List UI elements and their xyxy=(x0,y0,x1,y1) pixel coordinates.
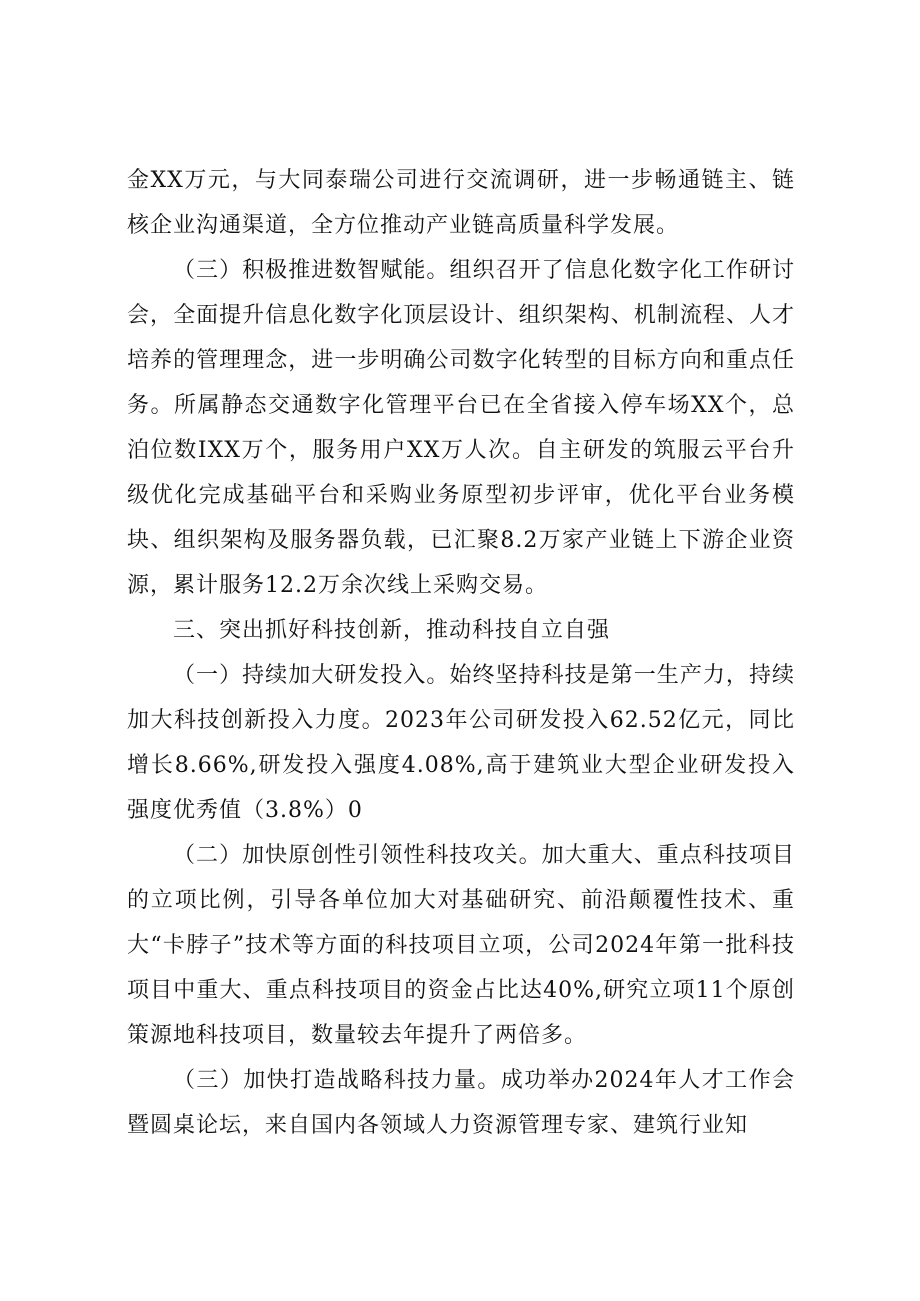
paragraph-rd-investment: （一）持续加大研发投入。始终坚持科技是第一生产力，持续加大科技创新投入力度。2023年公司研发投入62.52亿元，同比增长8.66%,研发投入强度4.08%,高于建筑业大型企业研发投入强度优秀值（3.8%）0 xyxy=(127,663,795,823)
section-heading-tech-innovation: 三、突出抓好科技创新，推动科技自立自强 xyxy=(173,618,611,643)
paragraph-digital-empowerment: （三）积极推进数智赋能。组织召开了信息化数字化工作研讨会，全面提升信息化数字化顶层设计、组织架构、机制流程、人才培养的管理理念，进一步明确公司数字化转型的目标方向和重点任务。所属静态交通数字化管理平台已在全省接入停车场XX个，总泊位数IXX万个，服务用户XX万人次。自主研发的筑服云平台升级优化完成基础平台和采购业务原型初步评审，优化平台业务模块、组织架构及服务器负载，已汇聚8.2万家产业链上下游企业资源，累计服务12.2万余次线上采购交易。 xyxy=(127,258,795,598)
document-body xyxy=(127,158,795,1148)
paragraph-original-research: （二）加快原创性引领性科技攻关。加大重大、重点科技项目的立项比例，引导各单位加大对基础研究、前沿颠覆性技术、重大“卡脖子”技术等方面的科技项目立项，公司2024年第一批科技项目中重大、重点科技项目的资金占比达40%,研究立项11个原创策源地科技项目，数量较去年提升了两倍多。 xyxy=(127,843,795,1048)
paragraph-strategic-tech-force: （三）加快打造战略科技力量。成功举办2024年人才工作会暨圆桌论坛，来自国内各领域人力资源管理专家、建筑行业知 xyxy=(127,1068,795,1138)
paragraph-continuation: 金XX万元，与大同泰瑞公司进行交流调研，进一步畅通链主、链核企业沟通渠道，全方位推动产业链高质量科学发展。 xyxy=(127,168,795,238)
